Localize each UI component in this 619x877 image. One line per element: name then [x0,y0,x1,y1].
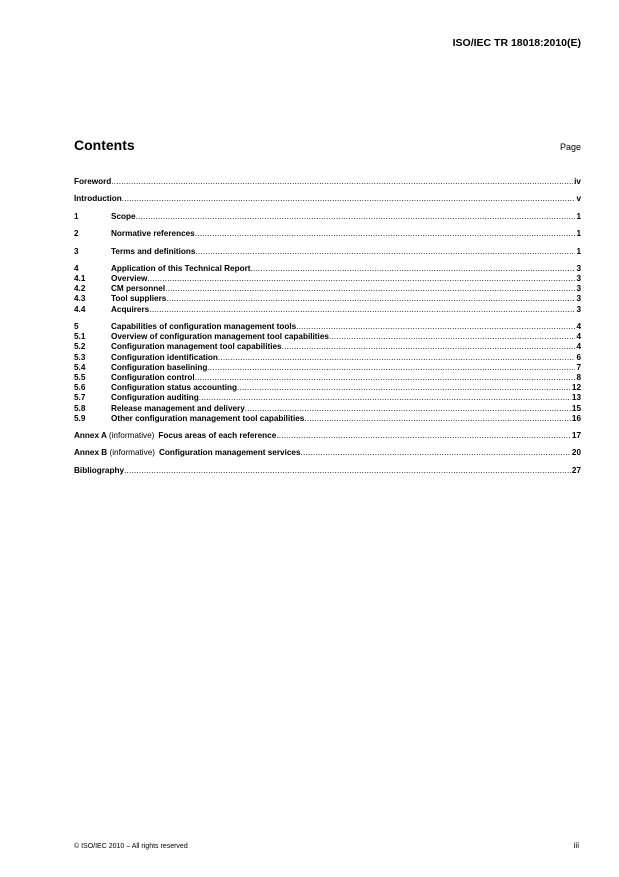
annex-label: Annex B [74,448,108,458]
dot-leader [282,342,576,352]
toc-entry-annex-b[interactable] [74,448,581,458]
toc-entry-title: CM personnel [111,284,166,294]
toc-entry-annex-a[interactable] [74,431,581,441]
annex-type: (informative) [108,431,155,441]
dot-leader [218,353,576,363]
toc-entry-title: Terms and definitions [111,246,196,256]
dot-leader [207,363,575,373]
toc-entry-page: 7 [576,362,581,372]
dot-leader [195,229,576,239]
dot-leader [147,274,575,284]
toc-entry-page: 1 [576,211,581,221]
toc-entry-title: Capabilities of configuration management tools [111,322,297,331]
toc-entry-number: 5.8 [74,403,86,413]
toc-entry-title: Introduction [74,194,122,204]
toc-entry-number: 5.9 [74,413,86,423]
toc-entry-title: Release management and delivery [111,403,245,413]
toc-entry-page: 15 [571,403,581,413]
toc-entry-page: 3 [576,274,581,284]
dot-leader [136,212,576,222]
toc-entry-number: 3 [74,246,79,256]
dot-leader [149,305,575,315]
toc-entry-2[interactable] [74,229,581,239]
dot-leader [195,247,575,257]
dot-leader [195,373,576,383]
annex-title: Configuration management services [159,448,301,458]
toc-entry-title: Normative references [111,229,195,239]
toc-entry-page: 27 [571,465,581,475]
toc-entry-1[interactable] [74,212,581,222]
dot-leader [165,284,575,294]
toc-entry-number: 5.1 [74,332,86,342]
toc-entry-page: 3 [576,294,581,304]
dot-leader [304,414,571,424]
toc-entry-title: Configuration identification [111,352,218,362]
toc-entry-title: Overview of configuration management tool capabilities [111,332,329,342]
toc-entry-page: 1 [576,246,581,256]
toc-entry-number: 4 [74,263,79,273]
toc-entry-title: Configuration baselining [111,362,208,372]
toc-entry-number: 4.4 [74,304,86,314]
document-id: ISO/IEC TR 18018:2010(E) [452,37,581,49]
toc-entry-title: Foreword [74,177,112,186]
dot-leader [296,322,575,332]
toc-entry-page: 1 [576,229,581,239]
toc-entry-number: 5 [74,322,79,331]
toc-entry-title: Tool suppliers [111,294,167,304]
dot-leader [329,332,576,342]
toc-entry-page: 16 [571,413,581,423]
toc-entry-page: 3 [576,284,581,294]
dot-leader [199,393,571,403]
toc-entry-number: 5.6 [74,383,86,393]
dot-leader [301,448,571,458]
toc-entry-title: Configuration status accounting [111,383,237,393]
annex-type: (informative) [109,448,155,458]
annex-label: Annex A [74,431,107,441]
toc-entry-5-9[interactable] [74,414,581,424]
toc-entry-page: 17 [571,431,581,441]
dot-leader [237,383,571,393]
toc-entry-5-5[interactable] [74,373,581,383]
toc-entry-page: iv [574,177,581,186]
page-number: iii [573,841,579,850]
toc-entry-introduction[interactable] [74,194,581,204]
toc-entry-5-2[interactable] [74,342,581,352]
toc-entry-number: 5.4 [74,362,86,372]
toc-entry-bibliography[interactable] [74,466,581,476]
dot-leader [124,466,571,476]
toc-entry-title [74,431,276,441]
toc-entry-page: 4 [576,332,581,342]
toc-entry-title: Scope [111,211,136,221]
toc-entry-number: 5.7 [74,393,86,403]
toc-entry-page: 4 [576,322,581,331]
page-column-label: Page [559,142,581,152]
toc-entry-number: 4.1 [74,274,86,284]
toc-entry-5-7[interactable] [74,393,581,403]
toc-entry-4-2[interactable] [74,284,581,294]
toc-entry-5-3[interactable] [74,353,581,363]
toc-entry-page: 4 [576,342,581,352]
copyright-notice: © ISO/IEC 2010 – All rights reserved [74,843,188,850]
toc-entry-4-1[interactable] [74,274,581,284]
contents-heading: Contents [74,137,135,153]
toc-entry-title: Application of this Technical Report [111,263,251,273]
toc-entry-number: 1 [74,211,79,221]
dot-leader [122,194,576,204]
annex-title: Focus areas of each reference [158,431,277,441]
toc-entry-title: Acquirers [111,304,150,314]
toc-entry-title: Other configuration management tool capabilities [111,413,305,423]
toc-entry-number: 4.3 [74,294,86,304]
toc-entry-number: 2 [74,229,79,239]
toc-entry-page: 3 [576,304,581,314]
toc-entry-foreword[interactable] [74,177,581,187]
dot-leader [111,177,573,187]
toc-entry-number: 5.2 [74,342,86,352]
toc-entry-title: Bibliography [74,465,125,475]
toc-entry-5-8[interactable] [74,404,581,414]
toc-entry-page: v [576,194,581,204]
toc-entry-title [74,448,301,458]
toc-entry-5-1[interactable] [74,332,581,342]
toc-entry-number: 4.2 [74,284,86,294]
toc-entry-4-4[interactable] [74,305,581,315]
toc-entry-page: 6 [576,352,581,362]
toc-entry-5-6[interactable] [74,383,581,393]
toc-entry-page: 8 [576,372,581,382]
toc-entry-title: Configuration management tool capabilities [111,342,282,352]
toc-entry-title: Overview [111,274,148,284]
toc-entry-5-4[interactable] [74,363,581,373]
toc-entry-title: Configuration control [111,372,195,382]
dot-leader [245,404,571,414]
toc-entry-4[interactable] [74,264,581,274]
toc-entry-page: 13 [571,393,581,403]
toc-entry-number: 5.3 [74,352,86,362]
toc-entry-page: 20 [571,448,581,458]
toc-entry-number: 5.5 [74,372,86,382]
toc-entry-3[interactable] [74,247,581,257]
toc-entry-4-3[interactable] [74,294,581,304]
dot-leader [166,294,575,304]
toc-entry-page: 3 [576,263,581,273]
table-of-contents [74,177,581,476]
toc-entry-5[interactable] [74,322,581,332]
toc-entry-title: Configuration auditing [111,393,199,403]
dot-leader [251,264,576,274]
toc-entry-page: 12 [571,383,581,393]
dot-leader [276,431,571,441]
